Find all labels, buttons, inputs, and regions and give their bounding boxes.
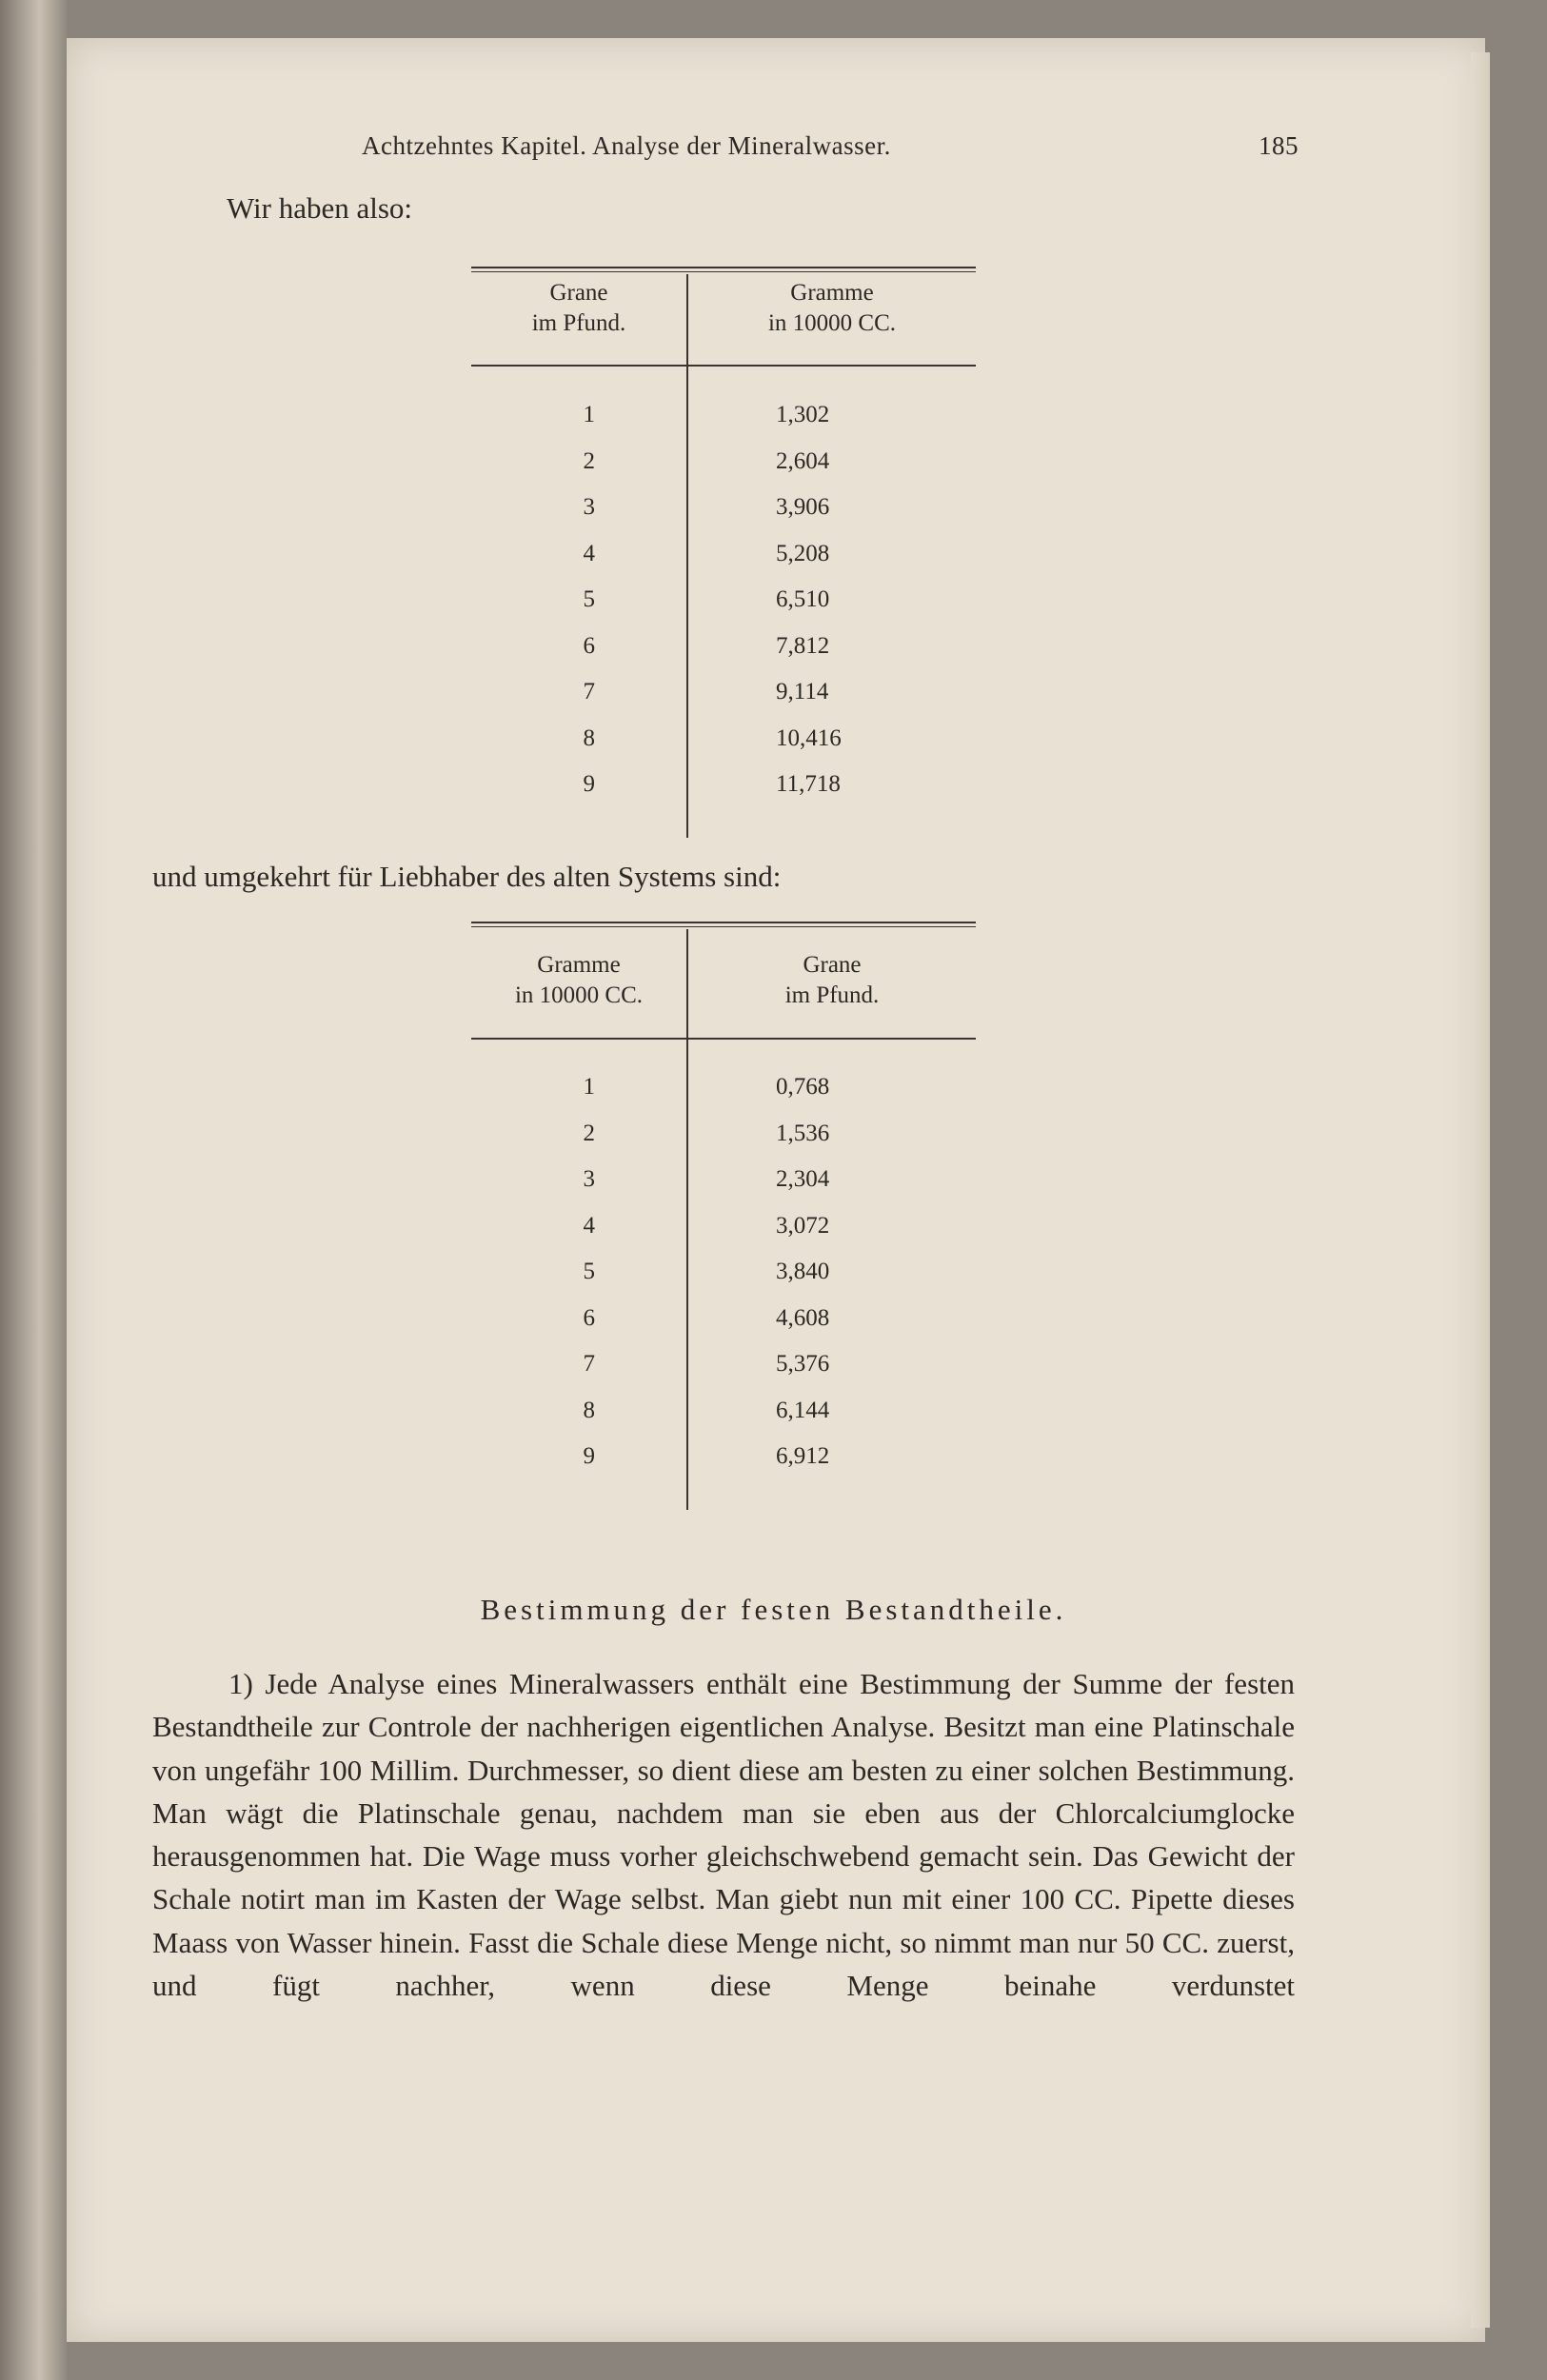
table-cell-col1: 9 — [583, 771, 595, 797]
header-line: Grane — [803, 952, 862, 978]
table-cell-col2: 2,604 — [776, 447, 830, 474]
table-cell-col2: 6,912 — [776, 1443, 830, 1469]
table-cell-col2: 9,114 — [776, 679, 829, 704]
conversion-table-gramme-to-grane — [471, 922, 976, 1512]
table-cell-col1: 3 — [583, 494, 595, 520]
header-line: Gramme — [537, 952, 621, 978]
table-header-col2 — [688, 278, 976, 339]
table-column-divider — [686, 274, 688, 838]
page-edge — [1471, 52, 1490, 2328]
table-cell-col2: 10,416 — [776, 724, 842, 751]
table-cell-col2: 3,840 — [776, 1259, 830, 1284]
table-cell-col2: 6,510 — [776, 586, 830, 612]
header-line: im Pfund. — [784, 982, 880, 1008]
table-header-col1 — [471, 278, 686, 339]
table-rule-top — [471, 922, 976, 923]
paragraph-text: 1) Jede Analyse eines Mineralwassers enthält eine Bestimmung der Summe der festen Bestandtheile zur Controle der nachherigen eigentlichen Analyse. Besitzt man eine Platinschale von ungefähr 100 Millim. Durchmesser, so dient diese am besten zu einer solchen Bestimmung. Man wägt die Platinschale genau, nachdem man sie eben aus der Chlorcalciumglocke herausgenommen hat. Die Wage muss vorher gleichschwebend gemacht sein. Das Gewicht der Schale notirt man im Kasten der Wage selbst. Man giebt nun mit einer 100 CC. Pipette dieses Maass von Wasser hinein. Fasst die Schale diese Menge nicht, so nimmt man nur 50 CC. zuerst, und fügt nachher, wenn diese Menge beinahe verdunstet — [152, 1667, 1295, 2003]
table-cell-col2: 3,906 — [776, 494, 830, 520]
table-column-divider — [686, 929, 688, 1510]
table-cell-col2: 7,812 — [776, 632, 830, 659]
page-number: 185 — [1259, 131, 1299, 160]
intro-text-1: Wir haben also: — [227, 191, 413, 225]
table-cell-col2: 1,302 — [776, 402, 830, 427]
table-rule-top-thin — [471, 271, 976, 272]
table-cell-col2: 6,144 — [776, 1397, 830, 1423]
table-cell-col2: 1,536 — [776, 1120, 830, 1146]
header-line: Gramme — [790, 280, 874, 306]
table-cell-col1: 4 — [583, 540, 595, 566]
table-cell-col1: 8 — [583, 724, 595, 751]
table-header-col1 — [471, 950, 686, 1011]
table-cell-col1: 2 — [583, 447, 595, 474]
table-cell-col1: 4 — [583, 1212, 595, 1239]
table-cell-col2: 4,608 — [776, 1304, 830, 1331]
table-cell-col1: 8 — [583, 1397, 595, 1423]
table-rule-header — [471, 1038, 976, 1040]
body-paragraph — [152, 1662, 1295, 2007]
table-cell-col1: 5 — [583, 586, 595, 612]
table-cell-col1: 3 — [583, 1166, 595, 1192]
table-cell-col1: 7 — [583, 679, 595, 704]
table-cell-col1: 6 — [583, 1304, 595, 1331]
table-rule-top-thin — [471, 926, 976, 927]
table-cell-col2: 11,718 — [776, 771, 841, 797]
table-cell-col1: 1 — [583, 402, 595, 427]
table-cell-col2: 3,072 — [776, 1212, 830, 1239]
intro-text-2: und umgekehrt für Liebhaber des alten Systems sind: — [152, 860, 782, 893]
table-rule-top — [471, 267, 976, 268]
header-line: in 10000 CC. — [767, 310, 897, 336]
header-line: im Pfund. — [531, 310, 626, 336]
conversion-table-grane-to-gramme — [471, 267, 976, 838]
table-cell-col1: 1 — [583, 1074, 595, 1100]
table-cell-col1: 7 — [583, 1351, 595, 1377]
table-rule-header — [471, 365, 976, 367]
header-line: in 10000 CC. — [514, 982, 644, 1008]
header-line: Grane — [549, 280, 608, 306]
table-cell-col1: 9 — [583, 1443, 595, 1469]
table-cell-col1: 5 — [583, 1259, 595, 1284]
table-cell-col1: 2 — [583, 1120, 595, 1146]
table-cell-col2: 0,768 — [776, 1074, 830, 1100]
section-heading: Bestimmung der festen Bestandtheile. — [480, 1593, 1067, 1626]
running-title: Achtzehntes Kapitel. Analyse der Mineralwasser. — [362, 131, 891, 160]
table-cell-col1: 6 — [583, 632, 595, 659]
book-gutter — [0, 0, 67, 2380]
table-cell-col2: 5,376 — [776, 1351, 830, 1377]
table-cell-col2: 2,304 — [776, 1166, 830, 1192]
table-header-col2 — [688, 950, 976, 1011]
table-cell-col2: 5,208 — [776, 540, 830, 566]
